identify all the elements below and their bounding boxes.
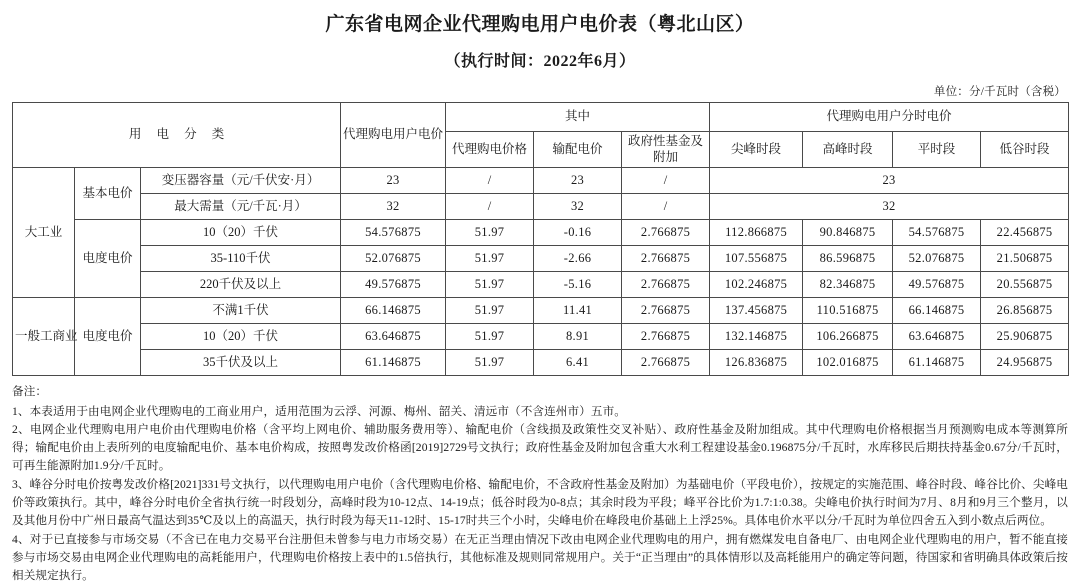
- table-row: [13, 350, 1069, 376]
- cell-valley: 21.506875: [981, 246, 1069, 272]
- table-row: [13, 220, 1069, 246]
- cell-transmission: -2.66: [534, 246, 622, 272]
- cell-flat: 52.076875: [893, 246, 981, 272]
- cell-peak: 86.596875: [803, 246, 893, 272]
- cell-gov-fund: 2.766875: [622, 350, 710, 376]
- row-item: 不满1千伏: [141, 298, 341, 324]
- cell-gov-fund: 2.766875: [622, 220, 710, 246]
- cell-user-price: 32: [341, 194, 446, 220]
- cell-user-price: 49.576875: [341, 272, 446, 298]
- cell-user-price: 23: [341, 168, 446, 194]
- cell-transmission: 6.41: [534, 350, 622, 376]
- cell-user-price: 66.146875: [341, 298, 446, 324]
- table-row: [13, 298, 1069, 324]
- header-agent-user-price: 代理购电用户电价: [341, 102, 446, 167]
- cell-peak: 90.846875: [803, 220, 893, 246]
- header-row-1: [13, 102, 1069, 131]
- cell-transmission: -0.16: [534, 220, 622, 246]
- cell-transmission: 11.41: [534, 298, 622, 324]
- subgroup-name-basic-price: 基本电价: [75, 168, 141, 220]
- row-item: 10（20）千伏: [141, 324, 341, 350]
- cell-peak: 110.516875: [803, 298, 893, 324]
- cell-gov-fund: /: [622, 168, 710, 194]
- table-header: [13, 102, 1069, 167]
- page-title: 广东省电网企业代理购电用户电价表（粤北山区）: [325, 14, 755, 35]
- cell-sharp-peak: 132.146875: [710, 324, 803, 350]
- row-item: 最大需量（元/千瓦·月）: [141, 194, 341, 220]
- header-category: 用 电 分 类: [13, 102, 341, 167]
- cell-gov-fund: 2.766875: [622, 246, 710, 272]
- electricity-price-table: [12, 102, 1069, 376]
- notes-heading: 备注：: [12, 385, 48, 399]
- header-transmission-price: 输配电价: [534, 131, 622, 167]
- header-gov-fund: 政府性基金及附加: [622, 131, 710, 167]
- cell-purchase-price: /: [446, 194, 534, 220]
- header-sharp-peak: 尖峰时段: [710, 131, 803, 167]
- header-agent-purchase-price: 代理购电价格: [446, 131, 534, 167]
- cell-sharp-peak: 107.556875: [710, 246, 803, 272]
- cell-purchase-price: 51.97: [446, 298, 534, 324]
- cell-transmission: 23: [534, 168, 622, 194]
- header-peak: 高峰时段: [803, 131, 893, 167]
- table-row: [13, 168, 1069, 194]
- cell-flat: 49.576875: [893, 272, 981, 298]
- cell-purchase-price: 51.97: [446, 220, 534, 246]
- row-item: 10（20）千伏: [141, 220, 341, 246]
- cell-gov-fund: 2.766875: [622, 324, 710, 350]
- cell-purchase-price: 51.97: [446, 324, 534, 350]
- cell-gov-fund: 2.766875: [622, 272, 710, 298]
- cell-transmission: 8.91: [534, 324, 622, 350]
- cell-purchase-price: 51.97: [446, 246, 534, 272]
- table-row: [13, 324, 1069, 350]
- cell-gov-fund: /: [622, 194, 710, 220]
- cell-flat: 63.646875: [893, 324, 981, 350]
- header-among-which: 其中: [446, 102, 710, 131]
- note-item-3: 3、峰谷分时电价按粤发改价格[2021]331号文执行，以代理购电用户电价（含代理购电价格、输配电价，不含政府性基金及附加）为基础电价（平段电价），按规定的实施范围、峰谷时段、峰谷比价、尖峰电价等政策执行。其中，峰谷分时电价全省执行统一时段划分，高峰时段为10-12点、14-19点；低谷时段为0-8点；其余时段为平段；峰平谷比价为1.7:1:0.38。尖峰电价执行时间为7月、8月和9月三个整月，以及其他月份中广州日最高气温达到35℃及以上的高温天，执行时段为每天11-12时、15-17时共三个小时，尖峰电价在峰段电价基础上上浮25%。具体电价水平以分/千瓦时为单位四舍五入到小数点后两位。: [12, 477, 1068, 528]
- cell-valley: 24.956875: [981, 350, 1069, 376]
- table-row: [13, 194, 1069, 220]
- cell-purchase-price: /: [446, 168, 534, 194]
- cell-transmission: -5.16: [534, 272, 622, 298]
- cell-valley: 26.856875: [981, 298, 1069, 324]
- cell-transmission: 32: [534, 194, 622, 220]
- cell-user-price: 61.146875: [341, 350, 446, 376]
- header-valley: 低谷时段: [981, 131, 1069, 167]
- cell-flat: 66.146875: [893, 298, 981, 324]
- group-name-major-industry: 大工业: [13, 168, 75, 298]
- notes-section: [12, 376, 1068, 585]
- row-item: 变压器容量（元/千伏安·月）: [141, 168, 341, 194]
- cell-peak: 82.346875: [803, 272, 893, 298]
- note-item-2: 2、电网企业代理购电用户电价由代理购电价格（含平均上网电价、辅助服务费用等）、输配电价（含线损及政策性交叉补贴）、政府性基金及附加组成。其中代理购电价格根据当月预测购电成本等测算所得；输配电价由上表所列的电度输配电价、基本电价构成，按照粤发改价格函[2019]2729号文执行；政府性基金及附加包含重大水利工程建设基金0.196875分/千瓦时，水库移民后期扶持基金0.67分/千瓦时，可再生能源附加1.9分/千瓦时。: [12, 422, 1068, 473]
- unit-note: 单位：分/千瓦时（含税）: [933, 85, 1066, 98]
- cell-gov-fund: 2.766875: [622, 298, 710, 324]
- cell-tou-merged: 32: [710, 194, 1069, 220]
- subgroup-name-energy-price: 电度电价: [75, 220, 141, 298]
- cell-peak: 102.016875: [803, 350, 893, 376]
- page-subtitle: （执行时间：2022年6月）: [444, 52, 636, 70]
- row-item: 220千伏及以上: [141, 272, 341, 298]
- table-row: [13, 272, 1069, 298]
- cell-sharp-peak: 126.836875: [710, 350, 803, 376]
- table-body: [13, 168, 1069, 376]
- cell-flat: 61.146875: [893, 350, 981, 376]
- cell-flat: 54.576875: [893, 220, 981, 246]
- note-item-1: 1、本表适用于由电网企业代理购电的工商业用户，适用范围为云浮、河源、梅州、韶关、清远市（不含连州市）五市。: [12, 404, 626, 418]
- cell-purchase-price: 51.97: [446, 350, 534, 376]
- cell-sharp-peak: 137.456875: [710, 298, 803, 324]
- group-name-general-commerce: 一般工商业: [13, 298, 75, 376]
- header-tou-group: 代理购电用户分时电价: [710, 102, 1069, 131]
- cell-tou-merged: 23: [710, 168, 1069, 194]
- cell-user-price: 63.646875: [341, 324, 446, 350]
- cell-sharp-peak: 102.246875: [710, 272, 803, 298]
- cell-user-price: 52.076875: [341, 246, 446, 272]
- row-item: 35-110千伏: [141, 246, 341, 272]
- cell-peak: 106.266875: [803, 324, 893, 350]
- subgroup-name-energy-price: 电度电价: [75, 298, 141, 376]
- row-item: 35千伏及以上: [141, 350, 341, 376]
- cell-valley: 20.556875: [981, 272, 1069, 298]
- cell-valley: 22.456875: [981, 220, 1069, 246]
- cell-user-price: 54.576875: [341, 220, 446, 246]
- table-row: [13, 246, 1069, 272]
- cell-valley: 25.906875: [981, 324, 1069, 350]
- note-item-4: 4、对于已直接参与市场交易（不含已在电力交易平台注册但未曾参与电力市场交易）在无正当理由情况下改由电网企业代理购电的用户，拥有燃煤发电自备电厂、由电网企业代理购电的用户，暂不能直接参与市场交易由电网企业代理购电的高耗能用户，代理购电价格按上表中的1.5倍执行，其他标准及规则同常规用户。关于“正当理由”的具体情形以及高耗能用户的确定等问题，待国家和省明确具体政策后按相关规定执行。: [12, 532, 1068, 583]
- cell-sharp-peak: 112.866875: [710, 220, 803, 246]
- cell-purchase-price: 51.97: [446, 272, 534, 298]
- header-flat: 平时段: [893, 131, 981, 167]
